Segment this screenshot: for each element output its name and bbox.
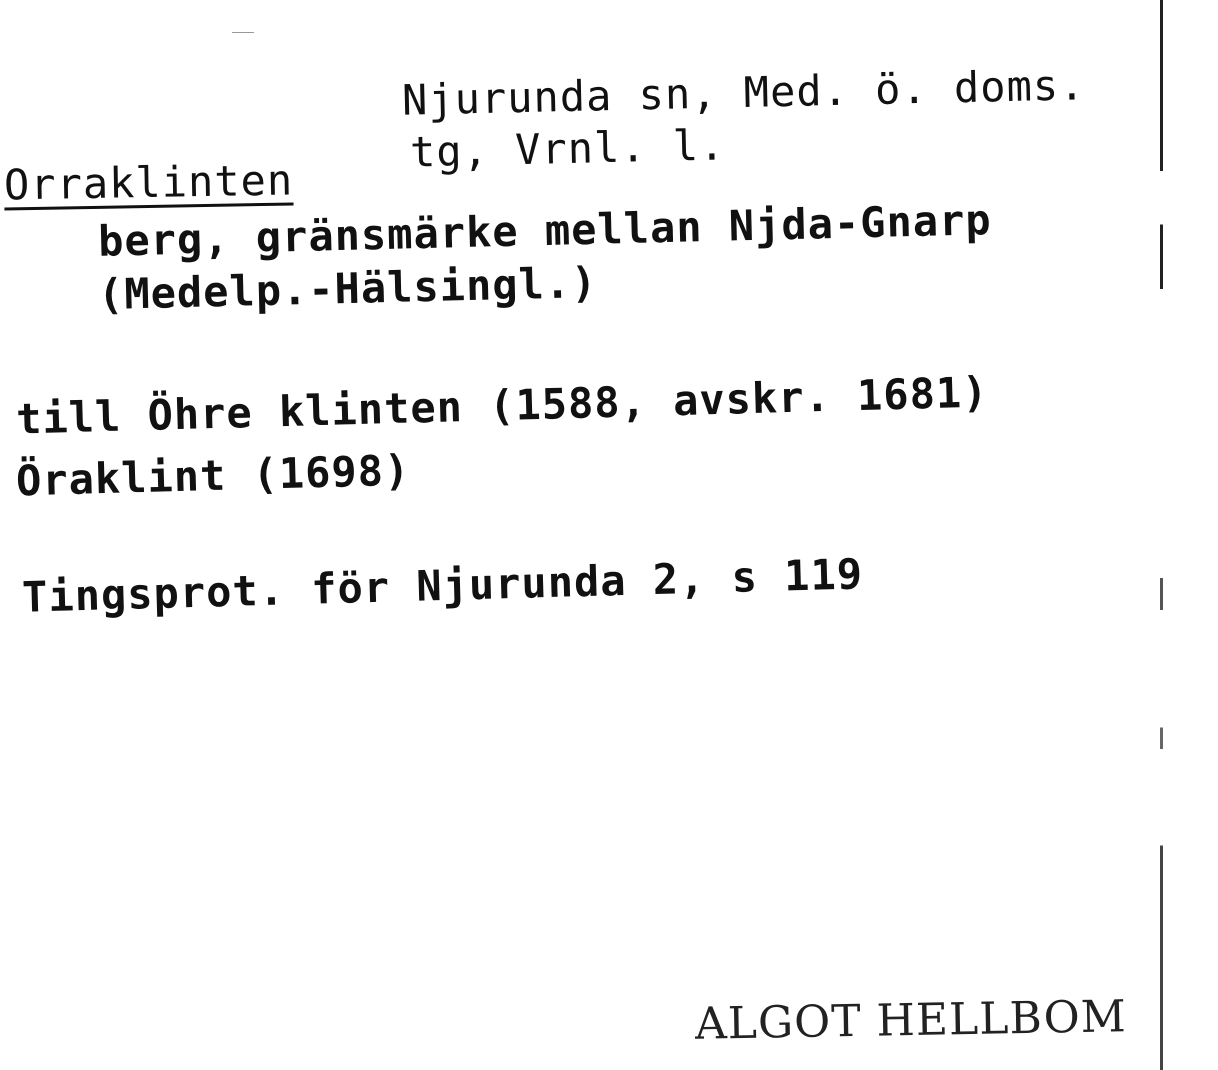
description-line-1: berg, gränsmärke mellan Njda-Gnarp <box>97 195 993 266</box>
collector-stamp: ALGOT HELLBOM <box>694 991 1128 1050</box>
historical-form-line-1: till Öhre klinten (1588, avskr. 1681) <box>15 367 990 444</box>
description-line-2: (Medelp.-Hälsingl.) <box>97 257 598 320</box>
location-line-1: Njurunda sn, Med. ö. doms. <box>401 60 1086 125</box>
entry-title: Orraklinten <box>3 155 294 210</box>
source-reference: Tingsprot. för Njurunda 2, s 119 <box>21 549 864 622</box>
scan-mark <box>232 32 254 33</box>
card-edge <box>1160 0 1163 1070</box>
historical-form-line-2: Öraklint (1698) <box>15 445 411 506</box>
location-line-2: tg, Vrnl. l. <box>409 120 726 177</box>
